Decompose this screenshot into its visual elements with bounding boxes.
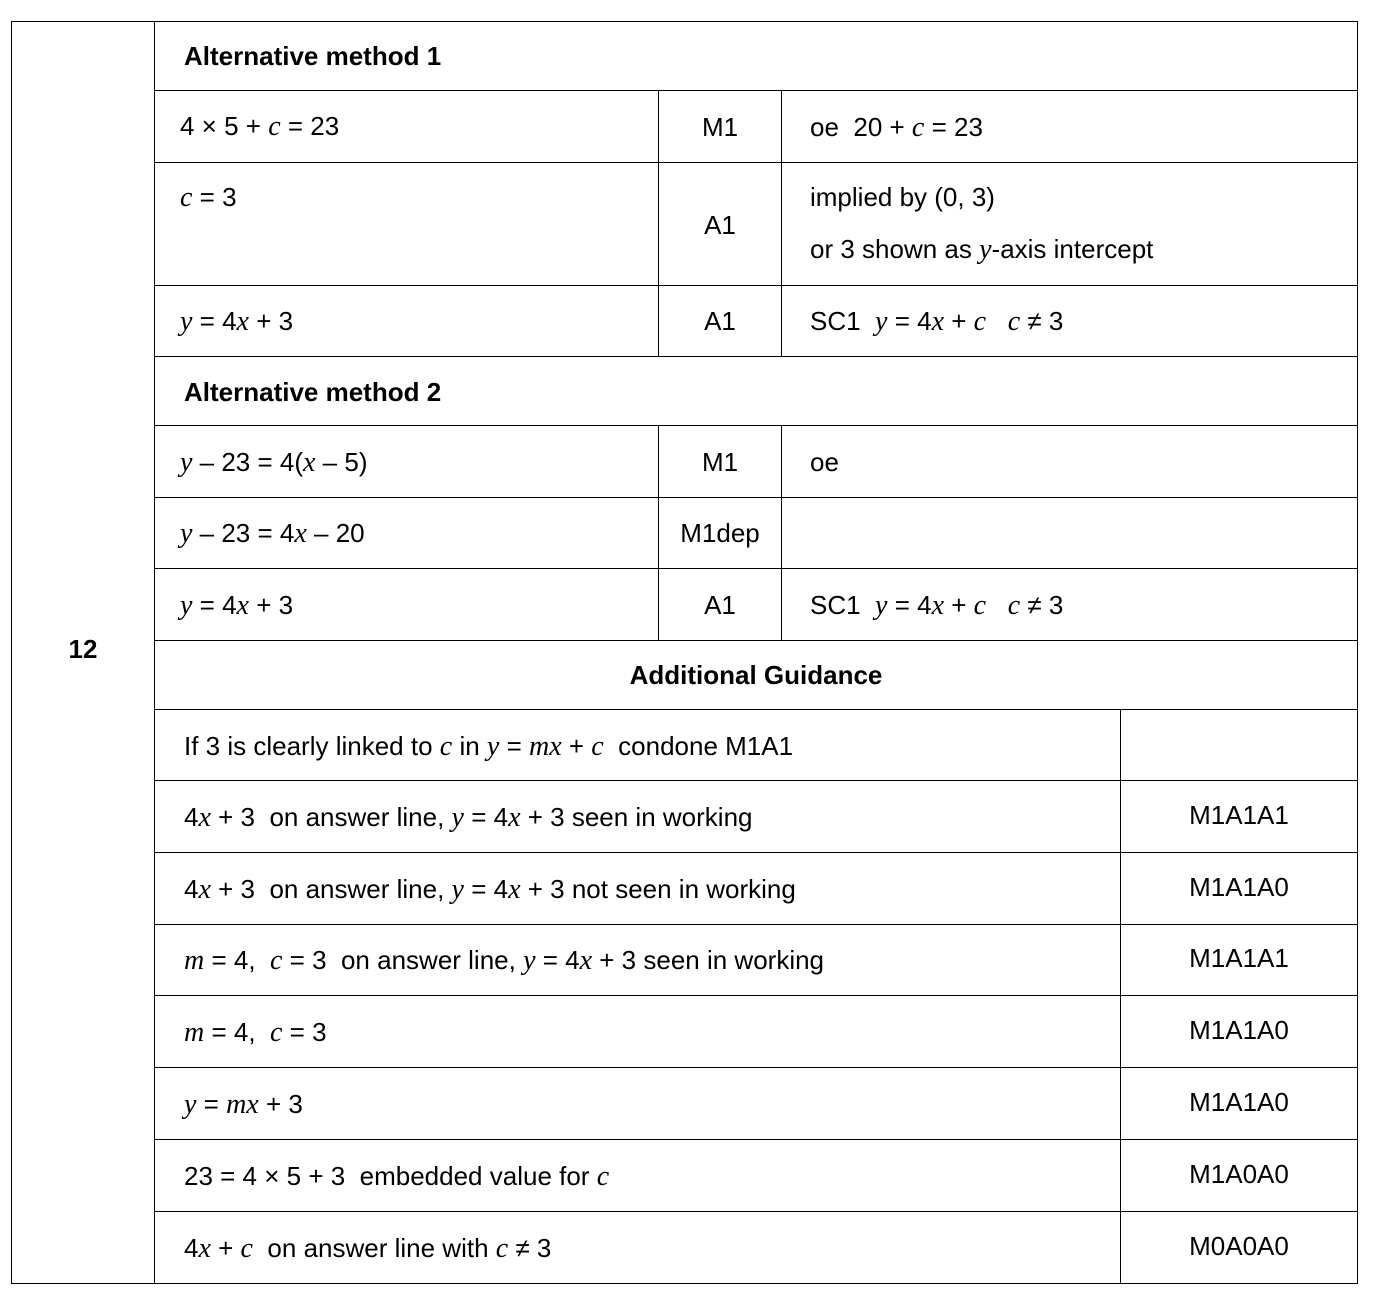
guidance-text-cell [155,1068,1121,1139]
guidance-row-7 [155,1140,1357,1212]
working-text: y = 4x + 3 [180,306,294,337]
comment-text: oe 20 + c = 23 [810,112,983,143]
comment-cell [782,91,1357,162]
guidance-mark-cell [1121,781,1357,852]
guidance-mark-cell [1121,1212,1357,1284]
comment-cell [782,426,1357,497]
guidance-text: y = mx + 3 [184,1089,303,1120]
mark-cell [659,163,782,285]
mark-cell [659,498,782,568]
guidance-text-cell [155,996,1121,1067]
question-number-cell [12,22,155,1283]
guidance-row-6 [155,1068,1357,1140]
guidance-row-8 [155,1212,1357,1284]
guidance-mark-cell [1121,996,1357,1067]
working-cell [155,286,659,356]
guidance-mark-cell [1121,925,1357,995]
mark-text: A1 [704,210,736,240]
guidance-row-2 [155,781,1357,853]
working-cell [155,163,659,285]
mark-cell [659,426,782,497]
mark-cell [659,91,782,162]
guidance-text: 23 = 4 × 5 + 3 embedded value for c [184,1161,610,1192]
guidance-heading: Additional Guidance [629,660,883,690]
guidance-mark-cell [1121,853,1357,924]
comment-cell [782,163,1357,285]
working-cell [155,426,659,497]
guidance-mark: M1A1A0 [1189,1087,1289,1117]
working-text: y = 4x + 3 [180,590,294,621]
working-text: 4 × 5 + c = 23 [180,111,340,142]
mark-scheme-table [11,21,1358,1284]
question-number: 12 [68,634,98,664]
mark-text: A1 [704,590,736,620]
alt1-heading: Alternative method 1 [184,41,442,71]
guidance-mark: M1A0A0 [1189,1159,1289,1189]
alt1-heading-row [155,22,1357,91]
guidance-text: 4x + 3 on answer line, y = 4x + 3 not seen in working [184,874,796,905]
guidance-text-cell [155,781,1121,852]
alt2-row-2 [155,498,1357,569]
alt1-row-1 [155,91,1357,163]
working-text: c = 3 [180,182,237,213]
alt2-row-3 [155,569,1357,641]
working-cell [155,569,659,640]
guidance-mark-cell [1121,1068,1357,1139]
comment-line-1: implied by (0, 3) [810,182,995,212]
alt1-row-2 [155,163,1357,286]
guidance-heading-row [155,641,1357,710]
guidance-row-5 [155,996,1357,1068]
guidance-text: m = 4, c = 3 on answer line, y = 4x + 3 seen in working [184,945,825,976]
guidance-row-1 [155,710,1357,781]
guidance-text: 4x + c on answer line with c ≠ 3 [184,1233,552,1264]
guidance-text-cell [155,925,1121,995]
guidance-mark-cell [1121,1140,1357,1211]
comment-text: SC1 y = 4x + c c ≠ 3 [810,306,1064,337]
comment-cell [782,286,1357,356]
guidance-text: 4x + 3 on answer line, y = 4x + 3 seen in working [184,802,753,833]
guidance-row-4 [155,925,1357,996]
guidance-text-cell [155,853,1121,924]
comment-cell [782,498,1357,568]
guidance-row-3 [155,853,1357,925]
guidance-mark: M1A1A1 [1189,800,1289,830]
working-cell [155,498,659,568]
alt2-row-1 [155,426,1357,498]
working-cell [155,91,659,162]
guidance-text: If 3 is clearly linked to c in y = mx + c condone M1A1 [184,731,794,762]
guidance-text-cell [155,1140,1121,1211]
guidance-mark: M0A0A0 [1189,1231,1289,1261]
guidance-mark: M1A1A0 [1189,1015,1289,1045]
working-text: y – 23 = 4(x – 5) [180,447,368,478]
guidance-text: m = 4, c = 3 [184,1017,327,1048]
guidance-text-cell [155,1212,1121,1284]
guidance-mark: M1A1A0 [1189,872,1289,902]
comment-line-2: or 3 shown as y-axis intercept [810,234,1154,265]
comment-cell [782,569,1357,640]
comment-text: SC1 y = 4x + c c ≠ 3 [810,590,1064,621]
alt2-heading: Alternative method 2 [184,377,442,407]
mark-cell [659,286,782,356]
mark-text: M1 [701,112,739,142]
mark-text: A1 [704,306,736,336]
alt2-heading-row [155,357,1357,426]
guidance-text-cell [155,710,1121,780]
mark-text: M1dep [680,518,760,548]
working-text: y – 23 = 4x – 20 [180,518,365,549]
guidance-mark-cell [1121,710,1357,780]
guidance-mark: M1A1A1 [1189,943,1289,973]
alt1-row-3 [155,286,1357,357]
mark-text: M1 [701,447,739,477]
mark-cell [659,569,782,640]
comment-text: oe [810,447,839,477]
